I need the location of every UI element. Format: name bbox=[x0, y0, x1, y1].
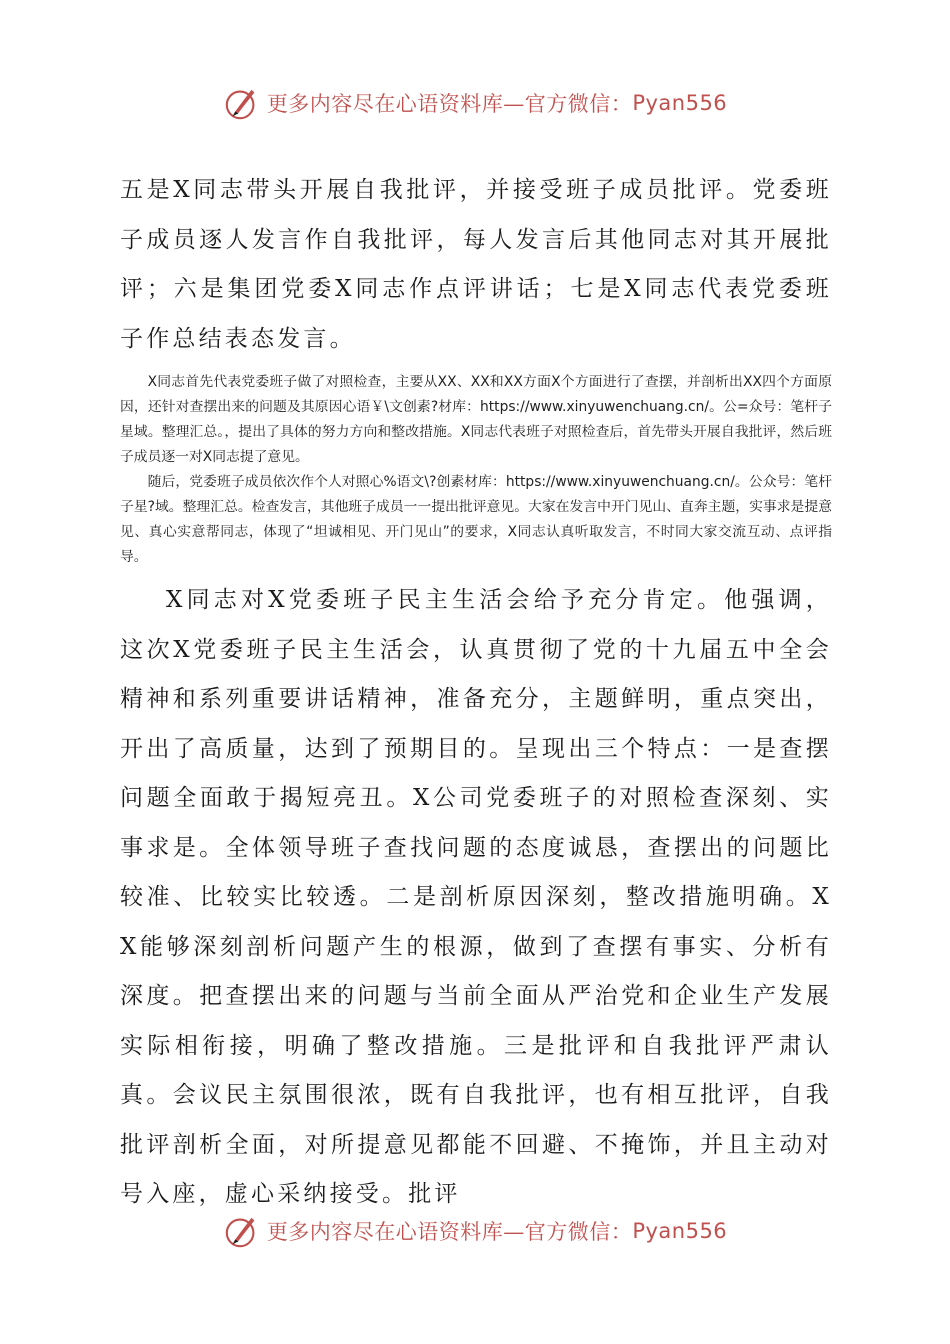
banner-wechat-id: Pyan556 bbox=[632, 91, 728, 115]
paragraph-affirmation: X同志对X党委班子民主生活会给予充分肯定。他强调，这次X党委班子民主生活会，认真贯彻了党的十九届五中全会精神和系列重要讲话精神，准备充分，主题鲜明，重点突出，开出了高质量，达到了预期目的。呈现出三个特点：一是查摆问题全面敢于揭短亮丑。X公司党委班子的对照检查深刻、实事求是。全体领导班子查找问题的态度诚恳，查摆出的问题比较准、比较实比较透。二是剖析原因深刻，整改措施明确。XX能够深刻剖析问题产生的根源，做到了查摆有事实、分析有深度。把查摆出来的问题与当前全面从严治党和企业生产发展实际相衔接，明确了整改措施。三是批评和自我批评严肃认真。会议民主氛围很浓，既有自我批评，也有相互批评，自我批评剖析全面，对所提意见都能不回避、不掩饰，并且主动对号入座，虚心采纳接受。批评 bbox=[120, 587, 832, 1207]
paragraph-steps: 五是X同志带头开展自我批评，并接受班子成员批评。党委班子成员逐人发言作自我批评，每人发言后其他同志对其开展批评；六是集团党委X同志作点评讲话；七是X同志代表党委班子作总结表态发言。 bbox=[120, 177, 832, 352]
banner-wechat-id: Pyan556 bbox=[632, 1219, 728, 1243]
document-body bbox=[120, 166, 832, 1220]
header-banner bbox=[0, 78, 950, 128]
banner-text: 更多内容尽在心语资料库—官方微信： bbox=[266, 1220, 633, 1244]
footer-banner bbox=[0, 1206, 950, 1256]
quill-pen-logo-icon bbox=[223, 1212, 261, 1250]
banner-text: 更多内容尽在心语资料库—官方微信： bbox=[266, 92, 633, 116]
paragraph-criticism: 随后，党委班子成员依次作个人对照心%语文\?创素材库：https://www.xinyuwenchuang.cn/。公众号：笔杆子星?域。整理汇总。检查发言，其他班子成员一一提出批评意见。大家在发言中开门见山、直奔主题，实事求是提意见、真心实意帮同志，体现了“坦诚相见、开门见山”的要求，X同志认真听取发言，不时同大家交流互动、点评指导。 bbox=[120, 474, 832, 565]
paragraph-review: X同志首先代表党委班子做了对照检查，主要从XX、XX和XX方面X个方面进行了查摆，并剖析出XX四个方面原因，还针对查摆出来的问题及其原因心语￥\文创素?材库：https://www.xinyuwenchuang.cn/。公=众号：笔杆子星域。整理汇总。，提出了具体的努力方向和整改措施。X同志代表班子对照检查后，首先带头开展自我批评，然后班子成员逐一对X同志提了意见。 bbox=[120, 374, 832, 465]
quill-pen-logo-icon bbox=[223, 84, 261, 122]
